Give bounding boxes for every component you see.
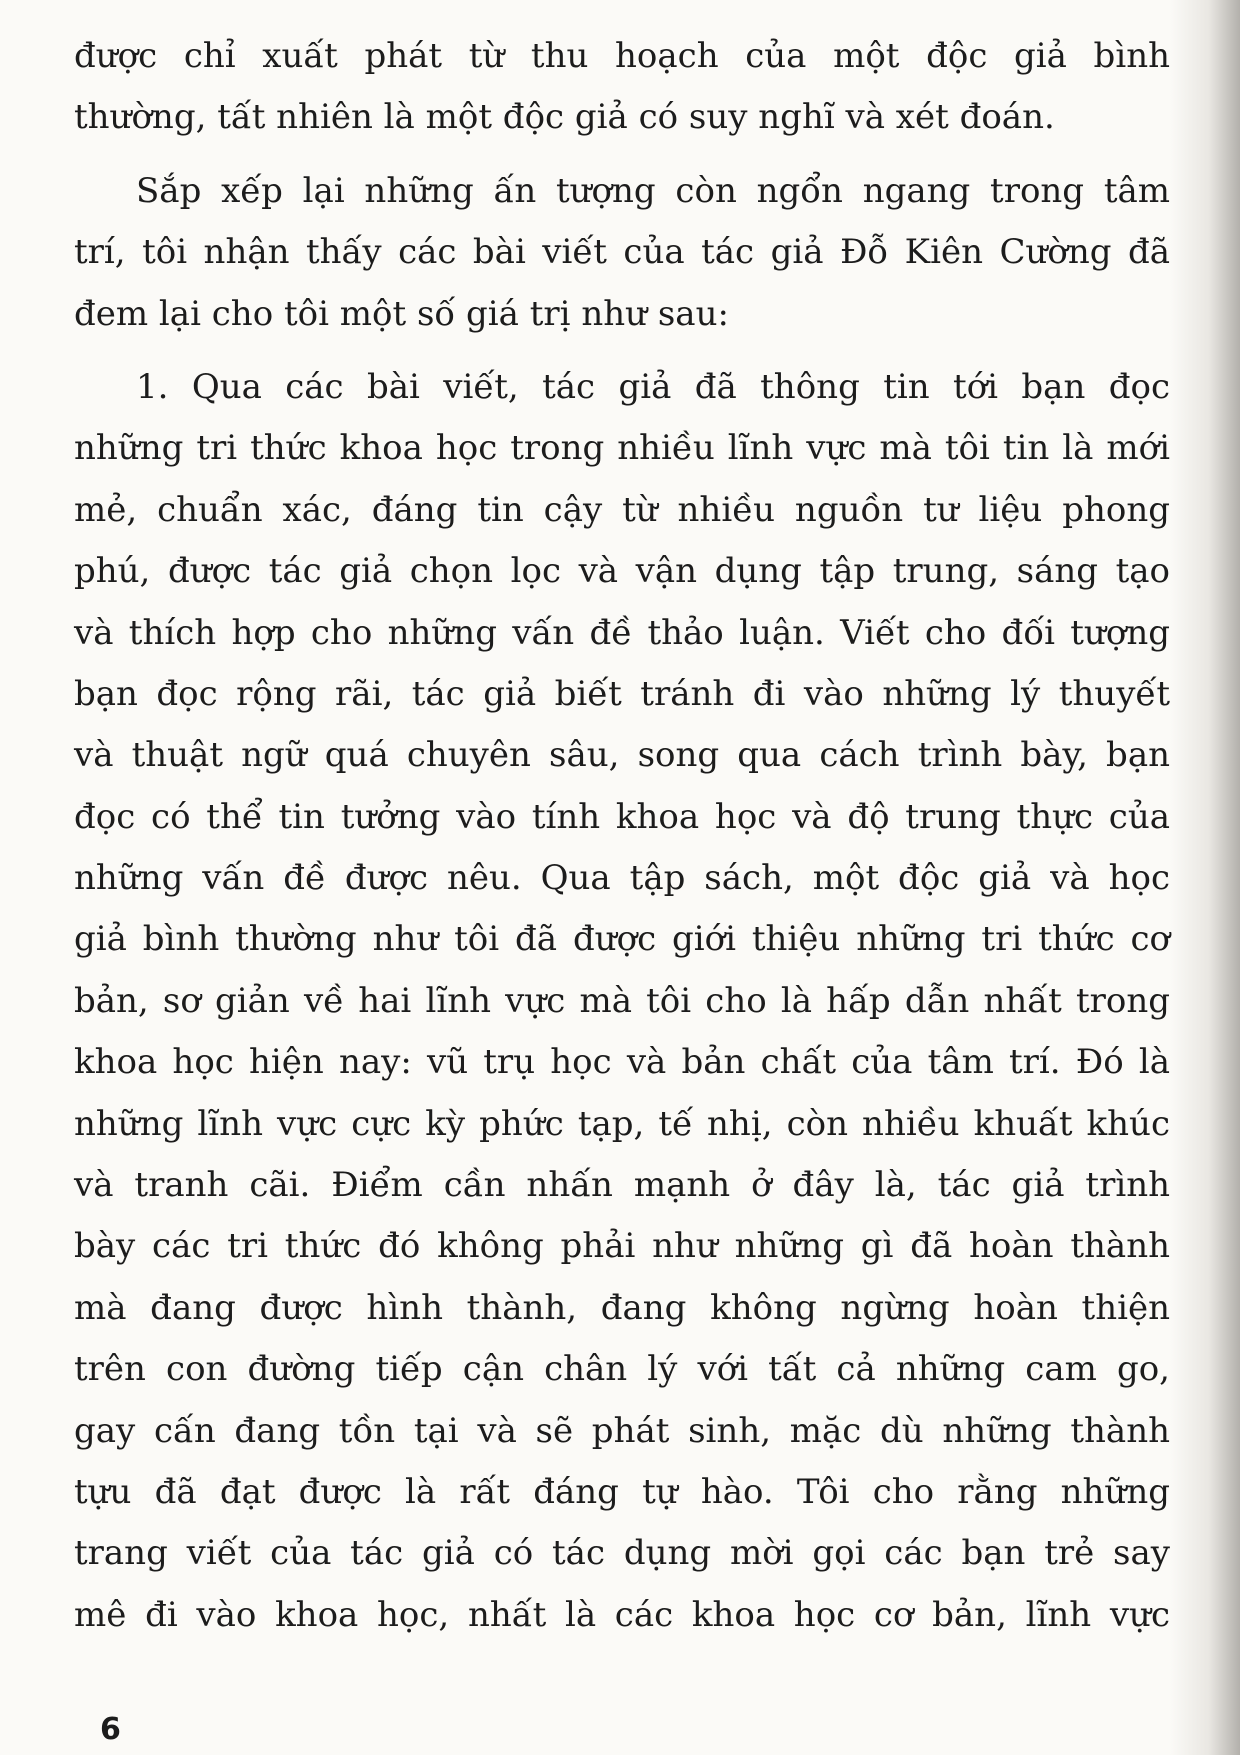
- text-line: và tranh cãi. Điểm cần nhấn mạnh ở đây là, tác giả trình: [74, 1165, 1170, 1206]
- paragraph-3: [74, 357, 1170, 1646]
- text-line: bạn đọc rộng rãi, tác giả biết tránh đi vào những lý thuyết: [74, 673, 1170, 714]
- paragraph-1: [74, 26, 1170, 149]
- text-line: 1. Qua các bài viết, tác giả đã thông tin tới bạn đọc: [136, 366, 1170, 407]
- text-line: mê đi vào khoa học, nhất là các khoa học cơ bản, lĩnh vực: [74, 1594, 1170, 1635]
- text-line: trí, tôi nhận thấy các bài viết của tác giả Đỗ Kiên Cường đã: [74, 232, 1170, 273]
- text-line: gay cấn đang tồn tại và sẽ phát sinh, mặc dù những thành: [74, 1410, 1170, 1451]
- text-line: tựu đã đạt được là rất đáng tự hào. Tôi cho rằng những: [74, 1471, 1170, 1512]
- text-line: thường, tất nhiên là một độc giả có suy nghĩ và xét đoán.: [74, 97, 1055, 138]
- text-line: những lĩnh vực cực kỳ phức tạp, tế nhị, còn nhiều khuất khúc: [74, 1103, 1170, 1144]
- text-line: mẻ, chuẩn xác, đáng tin cậy từ nhiều nguồn tư liệu phong: [74, 489, 1170, 530]
- text-line: giả bình thường như tôi đã được giới thiệu những tri thức cơ: [74, 919, 1170, 960]
- text-line: những tri thức khoa học trong nhiều lĩnh vực mà tôi tin là mới: [74, 428, 1170, 469]
- text-line: trang viết của tác giả có tác dụng mời gọi các bạn trẻ say: [74, 1533, 1170, 1574]
- text-line: đem lại cho tôi một số giá trị như sau:: [74, 293, 729, 334]
- body-text: [74, 26, 1170, 1646]
- text-line: được chỉ xuất phát từ thu hoạch của một độc giả bình: [74, 36, 1170, 76]
- text-line: bày các tri thức đó không phải như những gì đã hoàn thành: [74, 1226, 1170, 1267]
- text-line: đọc có thể tin tưởng vào tính khoa học và độ trung thực của: [74, 796, 1170, 837]
- text-line: mà đang được hình thành, đang không ngừng hoàn thiện: [74, 1287, 1170, 1328]
- page-number: 6: [100, 1712, 121, 1747]
- text-line: những vấn đề được nêu. Qua tập sách, một độc giả và học: [74, 858, 1170, 899]
- text-line: Sắp xếp lại những ấn tượng còn ngổn ngang trong tâm: [136, 170, 1170, 211]
- text-line: bản, sơ giản về hai lĩnh vực mà tôi cho là hấp dẫn nhất trong: [74, 980, 1170, 1021]
- text-line: và thích hợp cho những vấn đề thảo luận. Viết cho đối tượng: [74, 612, 1170, 653]
- page-edge-shadow: [1170, 0, 1240, 1755]
- text-line: và thuật ngữ quá chuyên sâu, song qua cách trình bày, bạn: [74, 735, 1170, 776]
- paragraph-2: [74, 161, 1170, 345]
- text-line: trên con đường tiếp cận chân lý với tất cả những cam go,: [74, 1349, 1170, 1390]
- text-line: khoa học hiện nay: vũ trụ học và bản chất của tâm trí. Đó là: [74, 1042, 1170, 1083]
- text-line: phú, được tác giả chọn lọc và vận dụng tập trung, sáng tạo: [74, 551, 1170, 592]
